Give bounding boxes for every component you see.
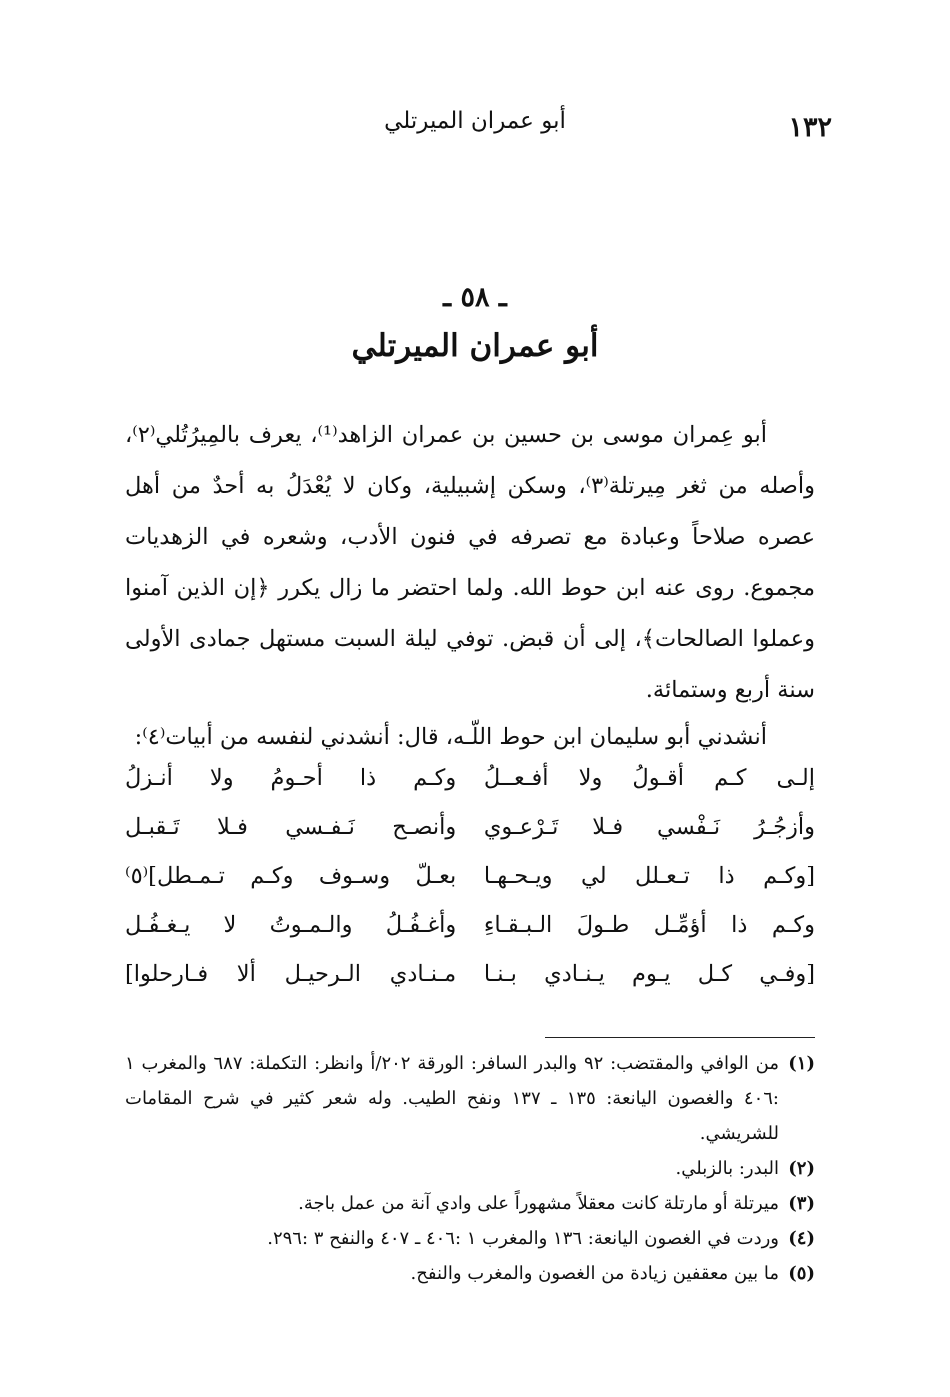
footnotes: [125, 1046, 815, 1291]
verse: [125, 950, 815, 999]
entry-title: أبو عمران الميرتلي: [351, 328, 599, 364]
footnote-text: البدر: بالزبلي.: [675, 1158, 779, 1179]
second-hemistich: وأنصـح نَـفـسي فـلا تَـقبـل: [125, 814, 457, 840]
footnote-divider: [545, 1037, 815, 1038]
footnote: [125, 1256, 815, 1291]
entry-number: ـ ٥٨ ـ: [443, 282, 507, 313]
biography-text: [125, 410, 815, 716]
footnote-text: ميرتلة أو مارتلة كانت معقلاً مشهوراً على وادي آنة من عمل باجة.: [298, 1193, 779, 1214]
footnote-number: (٣): [788, 1193, 815, 1214]
second-hemistich: وأغـفُـلُ والـمـوتُ لا يـغـفُـل: [125, 912, 457, 938]
verse: [125, 901, 815, 950]
verse: [125, 852, 815, 901]
footnote-text: من الوافي والمقتضب: ٩٢ والبدر السافر: الورقة ٢٠٢/أ وانظر: التكملة: ٦٨٧ والمغرب ١ :٤٠٦ والغصون اليانعة: ١٣٥ ـ ١٣٧ ونفح الطيب. وله شعر كثير في شرح المقامات للشريشي.: [125, 1053, 779, 1144]
footnote: [125, 1046, 815, 1151]
poem: [125, 754, 815, 999]
first-hemistich: إلـى كـم أقـولُ ولا أفـعــلُ: [483, 765, 815, 791]
first-hemistich: [وكـم ذا تـعـلل لي ويـحـهـا: [483, 863, 815, 889]
second-hemistich: وكـم ذا أحـومُ ولا أنـزلُ: [125, 765, 457, 791]
second-hemistich: مـنـادي الـرحيـل ألا فـارحلوا]: [125, 961, 457, 987]
footnote: [125, 1221, 815, 1256]
footnote: [125, 1186, 815, 1221]
running-title: أبو عمران الميرتلي: [384, 108, 566, 134]
footnote-number: (٥): [788, 1263, 815, 1284]
footnote: [125, 1151, 815, 1186]
footnote-number: (١): [788, 1053, 815, 1074]
first-hemistich: وكـم ذا أؤمِّـل طـولَ الـبـقـاءِ: [483, 912, 815, 938]
first-hemistich: وأزجُـرُ نَـفْسي فـلا تَـرْعـوي: [483, 814, 815, 840]
footnote-text: وردت في الغصون اليانعة: ١٣٦ والمغرب ١ :٤٠٦ ـ ٤٠٧ والنفح ٣ :٢٩٦.: [267, 1228, 779, 1249]
footnote-number: (٤): [788, 1228, 815, 1249]
verse: [125, 754, 815, 803]
second-hemistich: بعـلّ وسـوف وكـم تـمـطل]⁽٥⁾: [125, 863, 457, 889]
verse: [125, 803, 815, 852]
poem-introduction: أنشدني أبو سليمان ابن حوط اللّـه، قال: أنشدني لنفسه من أبيات⁽٤⁾:: [134, 724, 767, 750]
footnote-number: (٢): [788, 1158, 815, 1179]
first-hemistich: [وفـي كـل يـوم يـنـادي بـنـا: [483, 961, 815, 987]
running-header: [118, 106, 832, 146]
biography-paragraph: أبو عِمران موسى بن حسين بن عمران الزاهد⁽¹⁾، يعرف بالمِيرُتُلي⁽٢⁾، وأصله من ثغر مِيرتلة⁽٣⁾، وسكن إشبيلية، وكان لا يُعْدَلُ به أحدٌ من أهل عصره صلاحاً وعبادة مع تصرفه في فنون الأدب، وشعره في الزهديات مجموع. روى عنه ابن حوط الله. ولما احتضر ما زال يكرر ﴿إن الذين آمنوا وعملوا الصالحات﴾، إلى أن قبض. توفي ليلة السبت مستهل جمادى الأولى سنة أربع وستمائة.: [125, 422, 815, 703]
page-number: ١٣٢: [788, 112, 832, 143]
footnote-text: ما بين معقفين زيادة من الغصون والمغرب والنفح.: [410, 1263, 779, 1284]
